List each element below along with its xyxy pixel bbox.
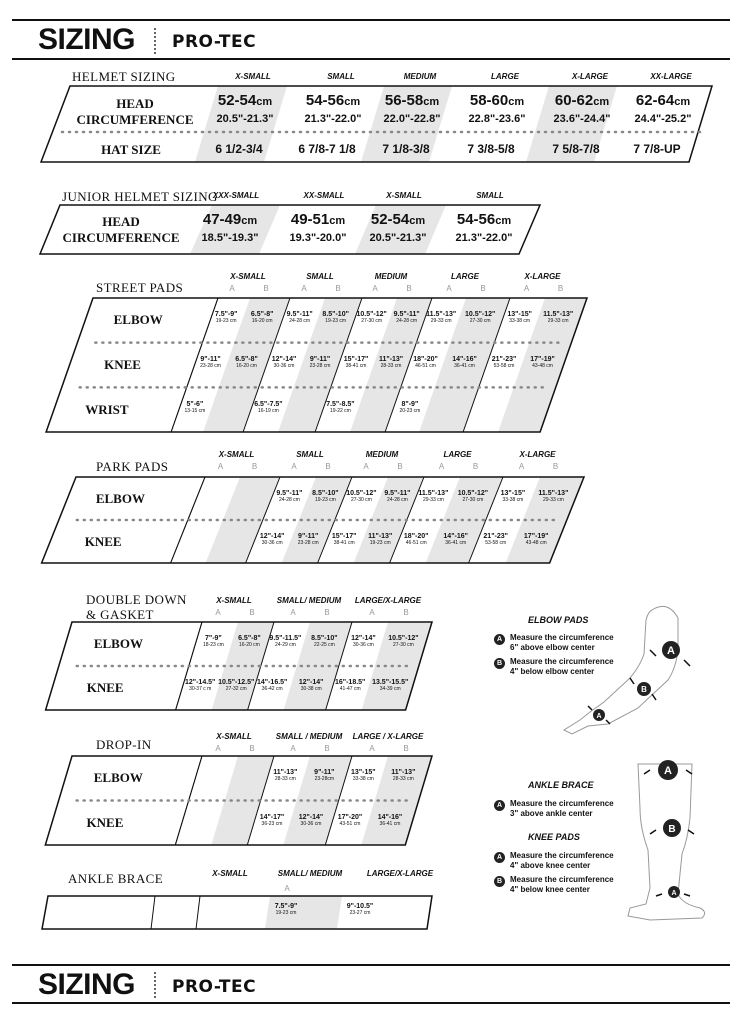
cell-inches: 17"-19"	[523, 532, 549, 540]
svg-text:A: A	[671, 890, 677, 897]
dropin-col-a-label: A	[215, 744, 221, 753]
cell-inches: 11"-13"	[378, 356, 404, 363]
cell-inches: 18"-20"	[403, 532, 429, 540]
cell-inches: 13"-15"	[507, 311, 532, 319]
cell-inches: 12"-14"	[298, 813, 324, 821]
park-size-header: MEDIUM	[365, 450, 399, 459]
dropin-row-label: ELBOW	[93, 770, 143, 786]
helmet-size-header: MEDIUM	[403, 72, 437, 81]
cell-cm: 43-48 cm	[525, 539, 547, 546]
cell-cm: 41-47 cm	[339, 686, 361, 692]
footer-title-divider	[154, 972, 156, 998]
cell-cm: 27-32 cm	[225, 686, 247, 692]
note-line: 4" below elbow center	[510, 667, 595, 676]
cell-inches: 11.5"-13"	[418, 489, 449, 497]
cell-inches: 10.5"-12"	[356, 311, 387, 319]
pro-tec-logo: PRO-TEC	[172, 32, 257, 52]
dropin-size-header: X-SMALL	[216, 732, 252, 741]
svg-text:A: A	[596, 713, 602, 720]
arm-measure-illustration	[560, 598, 710, 748]
park-col-b-label: B	[552, 462, 559, 471]
cell-cm: 34-39 cm	[379, 686, 401, 692]
junior-cm-number: 52-54	[370, 211, 410, 228]
cell-cm: 19-23 cm	[314, 496, 336, 503]
cell-cm: 19-23 cm	[215, 318, 237, 325]
double-size-header: LARGE/X-LARGE	[354, 596, 422, 605]
double-title-line1: DOUBLE DOWN	[86, 592, 187, 607]
park-col-b-label: B	[397, 462, 403, 471]
cell-inches: 8.5"-10"	[322, 311, 349, 319]
ankle-lg-in: 9"-10.5"	[346, 903, 374, 910]
junior-cm-number: 54-56	[456, 211, 496, 228]
cell-cm: 36-23 cm	[261, 820, 283, 827]
junior-cm-unit: cm	[409, 215, 426, 227]
dropin-size-header: SMALL / MEDIUM	[275, 732, 343, 741]
street-col-a-label: A	[301, 284, 307, 293]
dropin-col-b-label: B	[403, 744, 409, 753]
note-badge-icon: A	[494, 852, 505, 863]
cell-cm: 28-33 cm	[392, 776, 414, 783]
footer-top-rule	[12, 964, 730, 966]
street-col-a-label: A	[523, 284, 530, 293]
cell-inches: 7.5"-9"	[214, 311, 238, 319]
junior-cm-unit: cm	[329, 215, 346, 227]
cell-inches: 6.5"-8"	[238, 635, 261, 642]
park-size-header: SMALL	[296, 450, 324, 459]
helmet-inch-value: 24.4"-25.2"	[634, 113, 692, 125]
helmet-hat-value: 7 3/8-5/8	[467, 142, 515, 156]
park-col-a-label: A	[518, 462, 525, 471]
ankle-size-lg: LARGE/X-LARGE	[366, 869, 434, 878]
cell-cm: 27-30 cm	[350, 496, 372, 503]
helmet-hat-value: 7 1/8-3/8	[382, 142, 430, 156]
junior-inch-value: 20.5"-21.3"	[369, 232, 427, 244]
street-col-b-label: B	[263, 284, 269, 293]
cell-inches: 10.5"-12.5"	[218, 679, 255, 686]
junior-size-header: XX-SMALL	[303, 191, 345, 200]
cell-inches: 10.5"-12"	[457, 489, 489, 497]
cell-inches: 13"-15"	[500, 489, 526, 497]
note-line: 4" above knee center	[510, 861, 591, 870]
cell-inches: 17"-20"	[337, 813, 363, 821]
cell-inches: 5"-6"	[186, 400, 204, 408]
park-col-b-label: B	[251, 462, 258, 471]
helmet-hat-value: 7 7/8-UP	[633, 142, 681, 156]
park-section-title: PARK PADS	[96, 459, 169, 474]
svg-text:A: A	[667, 645, 675, 657]
cell-cm: 30-38 cm	[300, 686, 322, 692]
cell-cm: 24-29 cm	[274, 642, 296, 648]
cell-cm: 22-25 cm	[313, 642, 335, 648]
ankle-a-label: A	[284, 884, 290, 893]
cell-inches: 17"-19"	[530, 356, 555, 363]
cell-cm: 36-41 cm	[379, 820, 401, 827]
cell-inches: 21"-23"	[483, 532, 508, 540]
cell-inches: 10.5"-12"	[464, 311, 496, 319]
helmet-hat-value: 7 5/8-7/8	[552, 142, 600, 156]
cell-cm: 16-19 cm	[257, 407, 279, 414]
park-row-label: KNEE	[84, 533, 122, 549]
dropin-section-title: DROP-IN	[96, 737, 152, 752]
double-col-a-label: A	[290, 608, 296, 617]
cell-inches: 9.5"-11.5"	[269, 635, 302, 642]
cell-cm: 24-28 cm	[278, 496, 300, 503]
cell-inches: 14"-16"	[443, 532, 468, 540]
cell-cm: 23-28 cm	[309, 363, 331, 369]
park-col-a-label: A	[438, 462, 445, 471]
cell-cm: 53-58 cm	[493, 363, 515, 369]
cell-inches: 11"-13"	[391, 769, 416, 777]
cell-cm: 36-41 cm	[454, 363, 475, 369]
helmet-inch-value: 23.6"-24.4"	[553, 113, 611, 125]
helmet-size-header: X-LARGE	[572, 72, 608, 81]
cell-cm: 36-41 cm	[445, 539, 467, 546]
street-size-header: SMALL	[306, 272, 334, 281]
note-badge-icon: A	[494, 800, 505, 811]
dropin-col-b-label: B	[249, 744, 255, 753]
street-size-header: LARGE	[451, 272, 479, 281]
park-size-header: X-LARGE	[519, 450, 556, 459]
cell-inches: 8"-9"	[401, 400, 419, 408]
knee-notes-title: KNEE PADS	[528, 832, 580, 842]
street-col-b-label: B	[480, 284, 486, 293]
ankle-cell-lg	[336, 903, 384, 916]
footer-bottom-rule	[12, 1002, 730, 1004]
dropin-size-header: LARGE / X-LARGE	[352, 732, 424, 741]
double-title-line2: & GASKET	[86, 607, 154, 622]
cell-cm: 27-30 cm	[462, 496, 484, 503]
dropin-col-a-label: A	[290, 744, 296, 753]
footer-pro-tec-logo: PRO-TEC	[172, 977, 257, 997]
cell-cm: 30-36 cm	[273, 363, 295, 369]
cell-cm: 20-23 cm	[399, 407, 421, 414]
junior-section-title: JUNIOR HELMET SIZING	[62, 189, 218, 204]
cell-inches: 8.5"-10"	[311, 635, 338, 642]
junior-head-line2: CIRCUMFERENCE	[62, 230, 180, 245]
cell-cm: 46-51 cm	[405, 539, 427, 546]
helmet-size-header: X-SMALL	[235, 72, 271, 81]
double-col-b-label: B	[403, 608, 409, 617]
cell-inches: 6.5"-8"	[250, 311, 274, 319]
cell-cm: 28-33 cm	[380, 363, 402, 369]
park-row-label: ELBOW	[95, 490, 145, 506]
cell-cm: 38-41 cm	[345, 363, 367, 369]
park-size-header: LARGE	[443, 450, 472, 459]
helmet-cm-unit: cm	[674, 96, 691, 108]
junior-cm-number: 49-51	[290, 211, 330, 228]
cell-inches: 14"-16"	[452, 356, 477, 363]
cell-inches: 15"-17"	[343, 356, 369, 363]
cell-cm: 36-42 cm	[261, 686, 283, 692]
cell-cm: 30-37 c m	[189, 686, 212, 692]
cell-cm: 33-38 cm	[509, 318, 531, 325]
cell-inches: 18"-20"	[413, 356, 438, 363]
street-col-a-label: A	[229, 284, 235, 293]
cell-inches: 11.5"-13"	[543, 311, 574, 319]
park-col-a-label: A	[363, 462, 369, 471]
cell-cm: 13-15 cm	[184, 407, 206, 414]
helmet-hat-value: 6 7/8-7 1/8	[298, 142, 356, 156]
helmet-hat-value: 6 1/2-3/4	[215, 142, 263, 156]
street-row-label: ELBOW	[113, 312, 163, 328]
helmet-cm-unit: cm	[593, 96, 610, 108]
cell-cm: 43-48 cm	[532, 363, 553, 369]
cell-cm: 29-33 cm	[422, 496, 444, 503]
cell-inches: 9"-11"	[314, 769, 335, 777]
cell-cm: 23-28 cm	[297, 539, 319, 546]
cell-cm: 27-30 cm	[469, 318, 491, 325]
helmet-inch-value: 21.3"-22.0"	[304, 113, 362, 125]
note-line: 4" below knee center	[510, 885, 590, 894]
junior-inch-value: 18.5"-19.3"	[201, 232, 259, 244]
double-col-a-label: A	[215, 608, 221, 617]
cell-cm: 24-28 cm	[396, 318, 418, 325]
ankle-section-title: ANKLE BRACE	[68, 871, 164, 886]
ankle-sm-cm: 19-23 cm	[275, 910, 297, 916]
park-col-b-label: B	[472, 462, 479, 471]
cell-inches: 10.5"-12"	[388, 635, 419, 642]
cell-cm: 16-20 cm	[238, 642, 260, 648]
note-badge-icon: B	[494, 876, 505, 887]
helmet-cm-unit: cm	[256, 96, 273, 108]
note-line: Measure the circumference	[510, 799, 614, 808]
note-line: Measure the circumference	[510, 851, 614, 860]
helmet-cm-number: 62-64	[635, 92, 675, 109]
cell-inches: 11"-13"	[273, 769, 298, 777]
ankle-cell-sm	[262, 903, 310, 916]
cell-inches: 9"-11"	[298, 532, 319, 540]
cell-cm: 27-30 cm	[392, 642, 414, 648]
cell-inches: 9"-11"	[200, 356, 221, 363]
street-col-b-label: B	[335, 284, 341, 293]
street-row-label: WRIST	[85, 401, 129, 417]
cell-inches: 15"-17"	[331, 532, 357, 540]
cell-cm: 53-58 cm	[485, 539, 507, 546]
cell-cm: 43-51 cm	[339, 820, 361, 827]
head-label-line2: CIRCUMFERENCE	[76, 112, 194, 127]
cell-cm: 30-36 cm	[352, 642, 374, 648]
cell-inches: 12"-14.5"	[184, 679, 216, 686]
double-col-a-label: A	[369, 608, 375, 617]
cell-inches: 12"-14"	[271, 356, 297, 363]
street-col-a-label: A	[446, 284, 452, 293]
elbow-notes-title: ELBOW PADS	[528, 615, 589, 625]
helmet-section-title: HELMET SIZING	[72, 69, 176, 84]
helmet-inch-value: 22.8"-23.6"	[468, 113, 526, 125]
cell-cm: 33-38 cm	[352, 776, 374, 783]
head-label-line1: HEAD	[116, 96, 154, 111]
junior-size-header: X-SMALL	[386, 191, 422, 200]
cell-inches: 11"-13"	[368, 532, 393, 540]
cell-cm: 30-36 cm	[300, 820, 322, 827]
junior-inch-value: 21.3"-22.0"	[455, 232, 513, 244]
cell-inches: 6.5"-8"	[235, 356, 258, 363]
dropin-row-label: KNEE	[86, 814, 124, 830]
note-line: Measure the circumference	[510, 633, 614, 642]
cell-cm: 24-28 cm	[386, 496, 408, 503]
street-row-label: KNEE	[104, 357, 141, 372]
dropin-col-a-label: A	[369, 744, 375, 753]
cell-inches: 7"-9"	[205, 635, 222, 642]
helmet-size-header: XX-LARGE	[650, 72, 692, 81]
cell-inches: 11.5"-13"	[426, 311, 457, 319]
cell-cm: 38-41 cm	[333, 539, 355, 546]
park-col-b-label: B	[325, 462, 331, 471]
ankle-notes-title: ANKLE BRACE	[528, 780, 594, 790]
helmet-cm-unit: cm	[423, 96, 440, 108]
sizing-title: SIZING	[38, 23, 136, 56]
cell-inches: 9"-11"	[309, 356, 331, 363]
cell-cm: 29-33 cm	[547, 318, 569, 325]
helmet-cm-number: 52-54	[217, 92, 257, 109]
cell-inches: 16"-18.5"	[334, 679, 366, 686]
street-section-title: STREET PADS	[96, 280, 184, 295]
cell-inches: 14"-16"	[377, 813, 403, 821]
double-row-label: ELBOW	[93, 636, 143, 651]
cell-inches: 12"-14"	[351, 635, 376, 642]
cell-cm: 16-20 cm	[236, 363, 257, 369]
cell-inches: 6.5"-7.5"	[254, 400, 283, 408]
dropin-col-b-label: B	[324, 744, 330, 753]
street-size-header: MEDIUM	[374, 272, 408, 281]
cell-cm: 18-23 cm	[202, 642, 224, 648]
cell-inches: 10.5"-12"	[346, 489, 377, 497]
cell-cm: 30-36 cm	[261, 539, 283, 546]
cell-inches: 9.5"-11"	[384, 489, 411, 497]
helmet-inch-value: 22.0"-22.8"	[383, 113, 441, 125]
helmet-cm-number: 54-56	[305, 92, 345, 109]
cell-inches: 9.5"-11"	[393, 311, 420, 319]
cell-inches: 7.5"-8.5"	[326, 400, 355, 408]
cell-inches: 14"-17"	[259, 813, 285, 821]
cell-cm: 24-28 cm	[289, 318, 311, 325]
street-size-header: X-SMALL	[230, 272, 266, 281]
park-size-header: X-SMALL	[218, 450, 255, 459]
note-badge-icon: B	[494, 658, 505, 669]
note-line: 6" above elbow center	[510, 643, 595, 652]
cell-inches: 12"-14"	[259, 532, 285, 540]
helmet-cm-number: 60-62	[554, 92, 594, 109]
street-size-header: X-LARGE	[524, 272, 561, 281]
helmet-size-header: SMALL	[327, 72, 355, 81]
junior-head-line1: HEAD	[102, 214, 140, 229]
helmet-cm-unit: cm	[508, 96, 525, 108]
cell-inches: 11.5"-13"	[538, 489, 569, 497]
ankle-size-xs: X-SMALL	[212, 869, 248, 878]
cell-inches: 12"-14"	[298, 679, 324, 686]
helmet-size-header: LARGE	[491, 72, 519, 81]
junior-cm-unit: cm	[241, 215, 258, 227]
svg-text:A: A	[664, 765, 672, 777]
cell-cm: 19-22 cm	[329, 407, 351, 414]
cell-cm: 19-23 cm	[369, 539, 391, 546]
cell-cm: 46-51 cm	[415, 363, 436, 369]
cell-cm: 23-28cm	[314, 776, 335, 783]
ankle-sm-in: 7.5"-9"	[274, 903, 298, 910]
cell-cm: 29-33 cm	[542, 496, 564, 503]
cell-inches: 9.5"-11"	[286, 311, 313, 319]
cell-cm: 29-33 cm	[430, 318, 452, 325]
double-size-header: SMALL/ MEDIUM	[276, 596, 342, 605]
cell-cm: 28-33 cm	[274, 776, 296, 783]
cell-inches: 9.5"-11"	[276, 489, 303, 497]
svg-text:B: B	[668, 824, 676, 835]
cell-cm: 33-38 cm	[502, 496, 524, 503]
junior-cm-unit: cm	[495, 215, 512, 227]
cell-inches: 8.5"-10"	[312, 489, 339, 497]
helmet-cm-unit: cm	[344, 96, 361, 108]
street-col-a-label: A	[372, 284, 378, 293]
junior-size-header: XXX-SMALL	[212, 191, 260, 200]
leg-measure-illustration	[610, 758, 720, 928]
helmet-cm-number: 58-60	[469, 92, 509, 109]
double-col-b-label: B	[324, 608, 330, 617]
cell-cm: 19-23 cm	[325, 318, 347, 325]
ankle-lg-cm: 23-27 cm	[349, 910, 371, 916]
cell-inches: 21"-23"	[491, 356, 517, 363]
street-col-b-label: B	[557, 284, 564, 293]
helmet-hat-label: HAT SIZE	[101, 142, 161, 157]
cell-inches: 13.5"-15.5"	[372, 679, 409, 686]
footer-sizing-title: SIZING	[38, 968, 136, 1001]
junior-cm-number: 47-49	[202, 211, 242, 228]
ankle-size-sm: SMALL/ MEDIUM	[277, 869, 343, 878]
double-row-label: KNEE	[86, 680, 124, 695]
note-badge-icon: A	[494, 634, 505, 645]
helmet-cm-number: 56-58	[384, 92, 424, 109]
junior-inch-value: 19.3"-20.0"	[289, 232, 347, 244]
cell-cm: 16-20 cm	[251, 318, 273, 325]
street-col-b-label: B	[406, 284, 412, 293]
double-size-header: X-SMALL	[216, 596, 252, 605]
svg-text:B: B	[641, 685, 647, 694]
helmet-inch-value: 20.5"-21.3"	[216, 113, 274, 125]
junior-size-header: SMALL	[476, 191, 504, 200]
cell-inches: 14"-16.5"	[256, 679, 288, 686]
park-col-a-label: A	[291, 462, 297, 471]
cell-inches: 13"-15"	[351, 769, 376, 777]
double-col-b-label: B	[249, 608, 255, 617]
park-col-a-label: A	[217, 462, 224, 471]
note-line: Measure the circumference	[510, 875, 614, 884]
cell-cm: 23-28 cm	[200, 363, 221, 369]
cell-cm: 27-30 cm	[361, 318, 383, 325]
note-line: Measure the circumference	[510, 657, 614, 666]
note-line: 3" above ankle center	[510, 809, 593, 818]
